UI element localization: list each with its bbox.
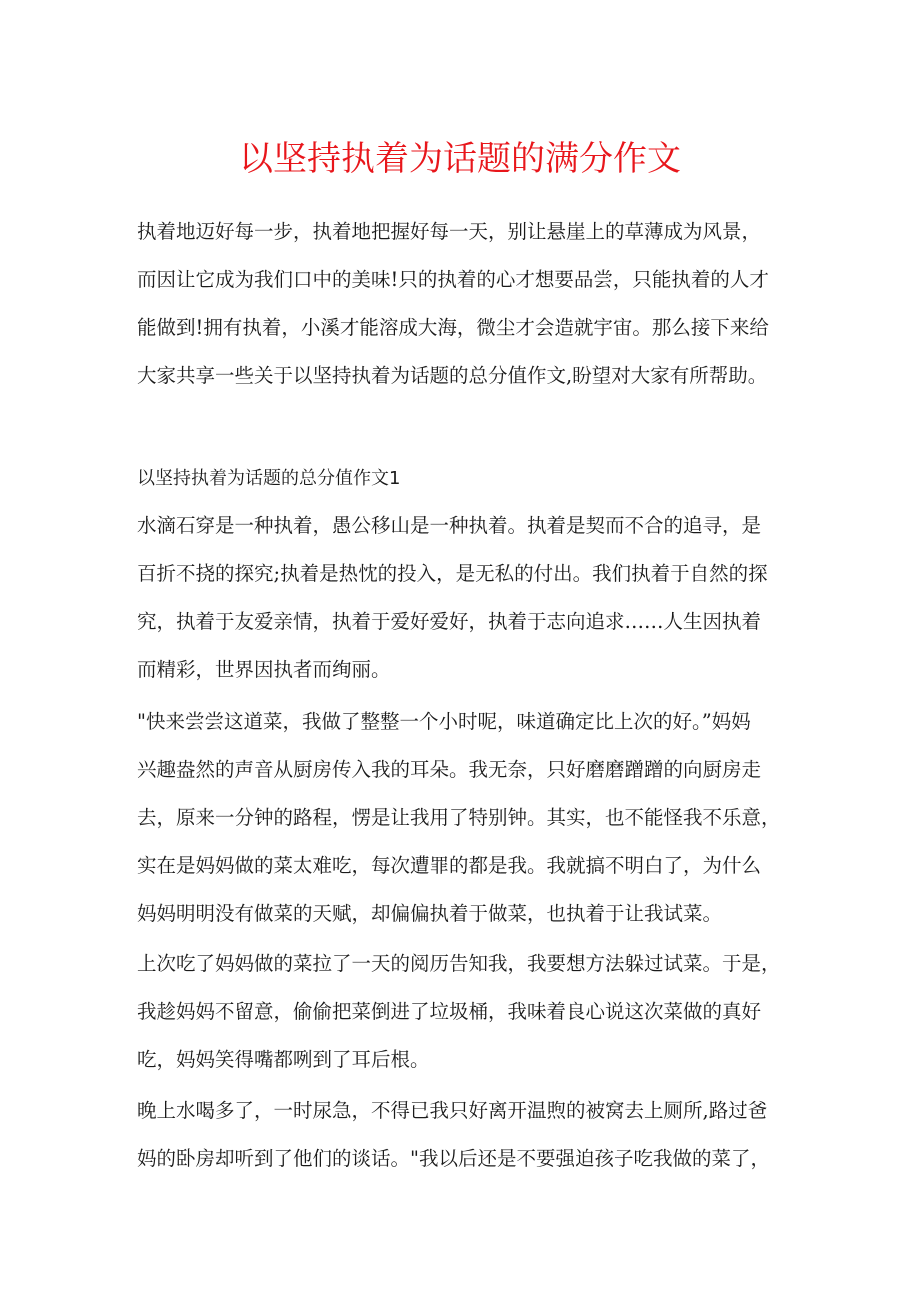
text-line: 晚上水喝多了，一时尿急，不得已我只好离开温煦的被窝去上厕所,路过爸 (137, 1099, 768, 1122)
text-line: "快来尝尝这道菜，我做了整整一个小时呢，味道确定比上次的好。”妈妈 (137, 710, 751, 733)
section-heading: 以坚持执着为话题的总分值作文1 (137, 468, 401, 489)
text-line: 实在是妈妈做的菜太难吃，每次遭罪的都是我。我就搞不明白了，为什么 (137, 854, 762, 877)
body-paragraph (137, 698, 787, 938)
body-paragraph (137, 940, 787, 1084)
text-line: 百折不挠的探究;执着是热忱的投入，是无私的付出。我们执着于自然的探 (137, 562, 768, 585)
text-line: 我趁妈妈不留意，偷偷把菜倒进了垃圾桶，我味着良心说这次菜做的真好 (137, 1000, 762, 1023)
document-title: 以坚持执着为话题的满分作文 (239, 139, 681, 179)
body-paragraph (137, 1087, 787, 1183)
text-line: 大家共享一些关于以坚持执着为话题的总分值作文,盼望对大家有所帮助。 (137, 364, 768, 387)
text-line: 而精彩，世界因执者而绚丽。 (137, 658, 391, 681)
text-line: 执着地迈好每一步，执着地把握好每一天，别让悬崖上的草薄成为风景， (137, 220, 762, 243)
text-line: 上次吃了妈妈做的菜拉了一天的阅历告知我，我要想方法躲过试菜。于是， (137, 952, 781, 975)
text-line: 能做到!拥有执着，小溪才能溶成大海，微尘才会造就宇宙。那么接下来给 (137, 316, 769, 339)
text-line: 吃，妈妈笑得嘴都咧到了耳后根。 (137, 1048, 430, 1071)
text-line: 兴趣盎然的声音从厨房传入我的耳朵。我无奈，只好磨磨蹭蹭的向厨房走 (137, 758, 762, 781)
intro-paragraph (137, 208, 787, 400)
text-line: 而因让它成为我们口中的美味!只的执着的心才想要品尝，只能执着的人才 (137, 268, 769, 291)
text-line: 水滴石穿是一种执着，愚公移山是一种执着。执着是契而不合的追寻，是 (137, 514, 762, 537)
text-line: 去，原来一分钟的路程，愣是让我用了特别钟。其实，也不能怪我不乐意， (137, 806, 781, 829)
body-paragraph (137, 502, 787, 694)
text-line: 究，执着于友爱亲情，执着于爱好爱好，执着于志向追求……人生因执着 (137, 610, 762, 633)
text-line: 妈的卧房却听到了他们的谈话。"我以后还是不要强迫孩子吃我做的菜了， (137, 1147, 770, 1170)
text-line: 妈妈明明没有做菜的天赋，却偏偏执着于做菜，也执着于让我试菜。 (137, 902, 723, 925)
